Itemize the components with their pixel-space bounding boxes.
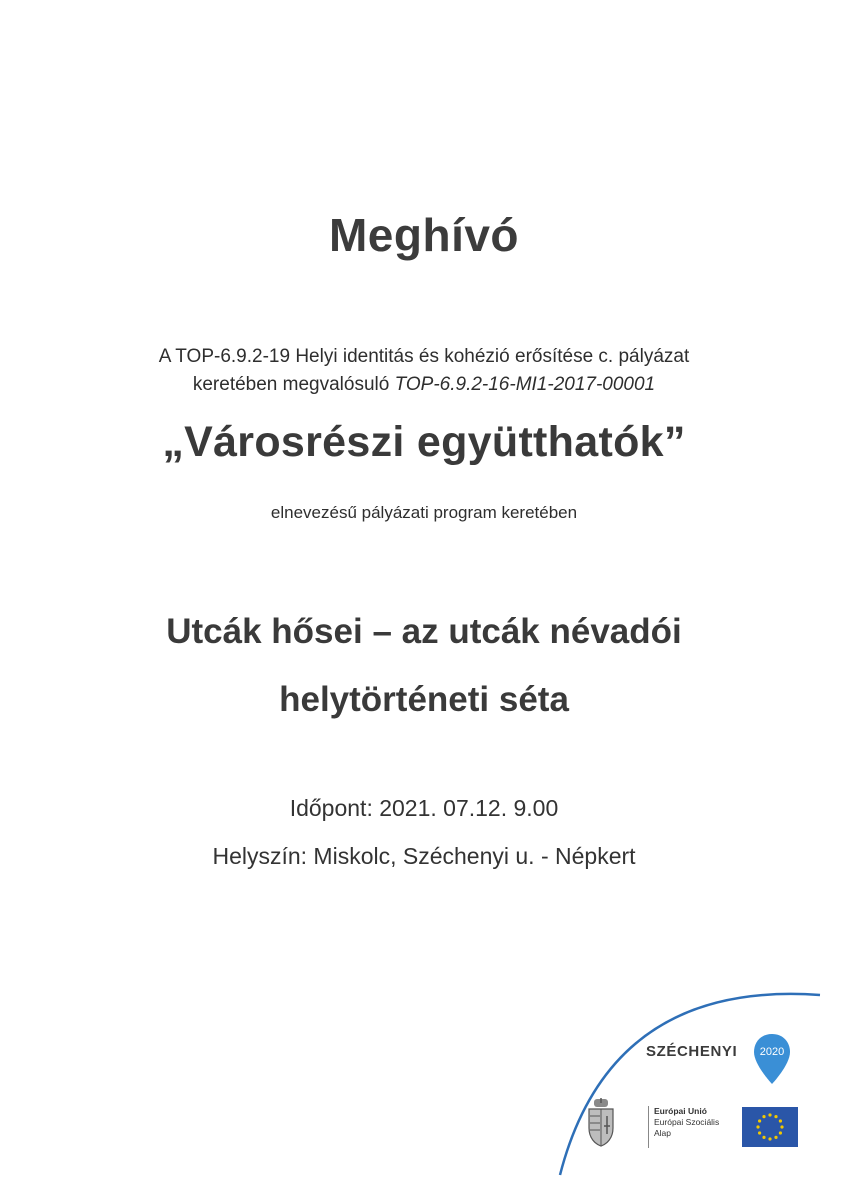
eu-line-1: Európai Unió: [654, 1106, 707, 1116]
event-title-line-1: Utcák hősei – az utcák névadói: [166, 612, 682, 651]
event-time: Időpont: 2021. 07.12. 9.00: [289, 795, 559, 821]
program-name: „Városrészi együtthatók”: [162, 418, 686, 466]
project-code: TOP-6.9.2-16-MI1-2017-00001: [394, 374, 656, 395]
event-title-line-2: helytörténeti séta: [279, 680, 569, 719]
intro-text: [0, 343, 848, 399]
eu-flag-icon: [742, 1107, 798, 1147]
hungarian-coat-of-arms-icon: [585, 1098, 617, 1148]
szechenyi-logo-text: SZÉCHENYI: [646, 1043, 738, 1060]
program-subtitle: elnevezésű pályázati program keretében: [270, 503, 578, 522]
eu-text-block: [648, 1106, 746, 1148]
eu-line-2: Európai Szociális: [654, 1117, 720, 1127]
intro-line-1: A TOP-6.9.2-19 Helyi identitás és kohézió erősítése c. pályázat: [158, 346, 690, 367]
intro-line-2-prefix: keretében megvalósuló: [192, 374, 395, 395]
szechenyi-year: 2020: [759, 1046, 785, 1058]
intro-line-2: [0, 371, 848, 399]
page-title: Meghívó: [328, 209, 520, 261]
event-place: Helyszín: Miskolc, Széchenyi u. - Népkert: [212, 843, 636, 869]
location-pin-icon: [752, 1032, 792, 1086]
eu-line-3: Alap: [654, 1128, 672, 1138]
